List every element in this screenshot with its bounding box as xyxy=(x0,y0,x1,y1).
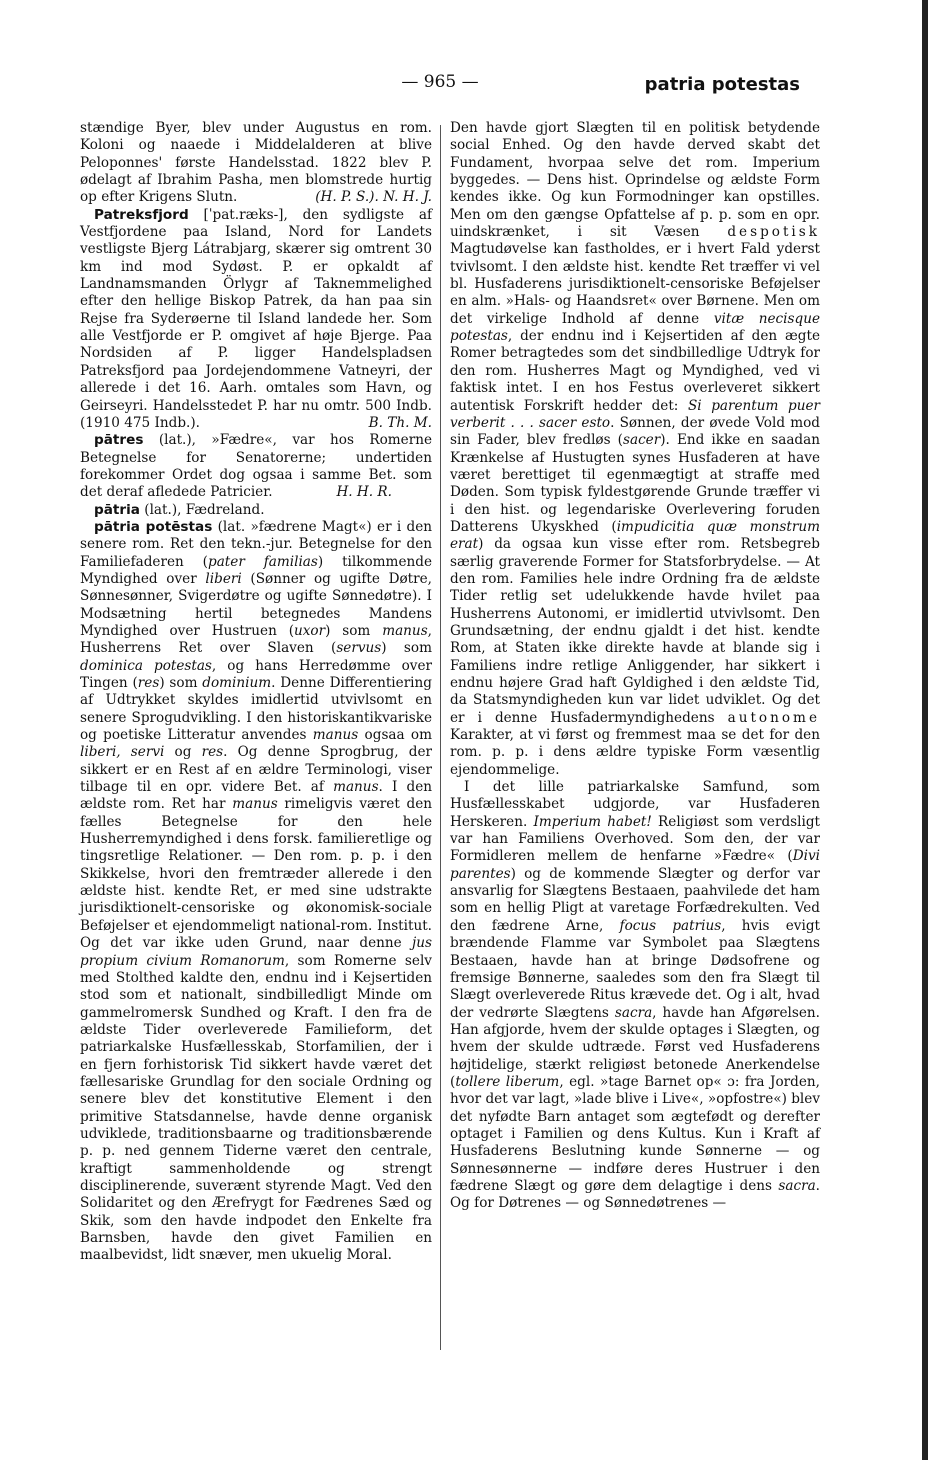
latin-term: jus propium civium Romanorum xyxy=(80,935,432,969)
paragraph-text: ). End ikke en saadan Krænkelse af Hustugten synes Husfaderen at have været berettiget til egenmægtigt at straffe med Døden. Som typisk fyldestgørende Grunde træffer vi i den hist. og legendariske Overlevering foruden Datterens Ukyskhed ( xyxy=(450,432,820,535)
entry-patria xyxy=(80,502,432,519)
latin-term: uxor xyxy=(294,622,326,639)
entry-text: . Og denne Sprogbrug, der sikkert er en Rest af en ældre Terminologi, viser tilbage til en opr. videre Bet. af xyxy=(80,744,433,796)
entry-text: rimeligvis været den fælles Betegnelse for den hele Husherremyndighed i dens forsk. familieretlige og tingsretlige Relationer. — Den rom. p. p. i den Skikkelse, hvori den fremtræder allerede i den ældste hist. kendte Ret, er med sine udstrakte jurisdiktionelt-censoriske og økonomisk-sociale Beføjelser et ejendommeligt national-rom. Institut. Og det var ikke uden Grund, naar denne xyxy=(80,796,433,952)
paragraph-text: , havde han Afgørelsen. Han afgjorde, hvem der skulde optages i Slægten, og hvem der skulde udtræde. Først ved Husfaderens højtidelige, stærkt religiøst betonede Anerkendelse ( xyxy=(450,1004,821,1090)
latin-term: Imperium habet! xyxy=(533,813,652,830)
column-divider xyxy=(440,125,441,1350)
scan-edge xyxy=(922,0,928,1460)
entry-text: og xyxy=(164,744,202,761)
paragraph-continuation xyxy=(450,120,820,779)
entry-text: (Sønner og ugifte Døtre, Sønnesønner, Svigerdøtre og ugifte Sønnedøtre). I Modsætning hertil betegnedes Mandens Myndighed over Hustruen ( xyxy=(80,570,433,639)
latin-term: dominium xyxy=(202,675,272,691)
entry-text: , og hans Herredømme over Tingen ( xyxy=(80,657,432,691)
paragraph-text: . Og for Døtrenes — og Sønnedøtrenes — xyxy=(450,1177,820,1212)
entry-text: (lat.), »Fædre«, var hos Romerne Betegnelse for Senatorerne; undertiden forekommer Ordet dog ogsaa i samme Bet. som det deraf afledede Patricier. xyxy=(80,432,432,501)
paragraph-text: Magtudøvelse kan fastholdes, er i hvert Fald yderst tvivlsomt. I den ældste hist. kendte Ret træffer vi vel bl. Husfaderens jurisdiktionelt-censoriske Beføjelser en alm. »Hals- og Haandsret« over Børnene. Men om det virkelige Indhold af denne xyxy=(450,241,820,327)
left-column xyxy=(80,120,432,1265)
paragraph-text: stændige Byer, blev under Augustus en rom. Koloni og naaede i Middelalderen at blive Peloponnes' første Handelsstad. 1822 blev P. ødelagt af Ibrahim Pasha, men blomstrede hurtig op efter Krigens Slutn. xyxy=(80,120,432,206)
entry-lemma: pātres xyxy=(94,432,144,449)
spaced-term: autonome xyxy=(727,709,820,726)
running-title: patria potestas xyxy=(644,74,800,95)
paragraph-samfund xyxy=(450,779,820,1213)
latin-term: impudicitia quæ monstrum erat xyxy=(450,518,820,553)
paragraph-text: I det lille patriarkalske Samfund, som Husfællesskabet udgjorde, var Husfaderen Herskeren. xyxy=(450,779,820,830)
latin-term: sacra xyxy=(778,1177,816,1194)
paragraph-text: , der endnu ind i Kejsertiden af den ægte Romer betragtedes som det sindbilledlige Udtryk for den rom. Husherres Magt og Myndighed, ved vi faktisk intet. I en hos Festus overleveret sikkert autentisk Forskrift hedder det: xyxy=(450,328,820,414)
entry-text: ogsaa om xyxy=(358,727,432,744)
latin-term: sacer xyxy=(622,432,661,449)
paragraph-text: Religiøst som verdsligt var han Familiens Overhoved. Som den, der var Formidleren mellem de henfarne »Fædre« ( xyxy=(450,813,820,865)
latin-term: manus xyxy=(232,796,278,813)
page-number: — 965 — xyxy=(401,72,479,92)
latin-term: manus xyxy=(382,622,428,639)
continued-paragraph xyxy=(80,120,432,207)
latin-quote: Si parentum puer verberit . . . sacer esto xyxy=(450,397,820,431)
paragraph-text: Karakter, at vi først og fremmest maa se det for den rom. p. p. i dens ældre typiske Form væsentlig ejendommelige. xyxy=(450,727,820,778)
latin-term: servus xyxy=(336,640,382,657)
latin-term: manus xyxy=(312,727,359,744)
latin-term: liberi xyxy=(205,570,242,587)
paragraph-text: ) og de kommende Slægter og derfor var ansvarlig for Slægtens Bestaaen, paahvilede det ham som en hellig Pligt at varetage Forfædrekulten. Ved den fædrene Arne, xyxy=(450,865,820,934)
latin-term: dominica potestas xyxy=(80,657,212,674)
entry-text: (lat. »fædrene Magt«) er i den senere rom. Ret den tekn.-jur. Betegnelse for den Familiefaderen ( xyxy=(80,518,433,570)
entry-text: . I den ældste rom. Ret har xyxy=(80,779,432,813)
right-column xyxy=(450,120,820,1213)
author-signature: B. Th. M. xyxy=(368,414,432,431)
entry-text: , Husherrens Ret over Slaven ( xyxy=(80,622,432,657)
entry-patreksfjord xyxy=(80,207,432,432)
spaced-term: despotisk xyxy=(727,224,820,241)
entry-lemma: pātria potēstas xyxy=(94,518,213,535)
entry-text: ) som xyxy=(381,640,432,657)
latin-term: res xyxy=(201,744,224,761)
entry-text: , som Romerne selv med Stolthed kaldte den, endnu ind i Kejsertiden stod som et nationalt, sindbilledligt Minde om gammelromersk Sundhed og Kraft. I den fra de ældste Tider overleverede Familieform, det patriarkalske Husfællesskab, Storfamilien, der i en fjern forhistorisk Tid sikkert havde været det fællesariske Grundlag for den sociale Ordning og senere blev det konstitutive Element i den primitive Statsdannelse, havde denne organisk udviklede, traditionsbaarne og traditionsbærende p. p. ned gennem Tiderne været den centrale, kraftigt sammenholdende og strengt disciplinerende, suverænt styrende Magt. Ved den Solidaritet og den Ærefrygt for Fædrenes Sæd og Skik, som den havde indpodet den Enkelte fra Barnsben, havde den givet Familien en maalbevidst, lidt snæver, men ukuelig Moral. xyxy=(80,952,432,1264)
latin-term: vitæ necisque potestas xyxy=(450,310,820,345)
latin-term: pater familias xyxy=(208,553,318,570)
entry-text: (lat.), Fædreland. xyxy=(144,501,265,518)
entry-lemma: Patreksfjord xyxy=(94,206,189,223)
entry-text: ) som xyxy=(325,622,383,639)
paragraph-text: Den havde gjort Slægten til en politisk betydende social Enhed. Og den havde derved skabt det Fundament, hvorpaa selve det rom. Imperium byggedes. — Dens hist. Oprindelse og ældste Form kendes ikke. Og kun Formodninger kan opstilles. Men om den gængse Opfattelse af p. p. som en opr. uindskrænket, i sit Væsen xyxy=(450,120,820,241)
latin-term: focus patrius xyxy=(619,917,722,934)
entry-text: [ˈpat.ræks-], den sydligste af Vestfjordene paa Island, Nord for Landets vestligste Bjerg Látrabjarg, skærer sig omtrent 30 km ind mod Sydøst. P. er opkaldt af Landnamsmanden Örlygr af Taknemmelighed efter den hellige Biskop Patrek, da han paa sin Rejse fra Syderøerne til Island landede her. Som alle Vestfjorde er P. omgivet af høje Bjerge. Paa Nordsiden af P. ligger Handelspladsen Patreksfjord paa Jordejendommene Vatneyri, der allerede i det 16. Aarh. omtales som Havn, og Geirseyri. Handelsstedet P. har nu omtr. 500 Indb. (1910 475 Indb.). xyxy=(80,206,432,431)
latin-term: liberi, servi xyxy=(80,744,165,761)
entry-patria-potestas xyxy=(80,519,432,1265)
author-signature: H. H. R. xyxy=(336,484,392,501)
latin-term: tollere liberum xyxy=(455,1073,560,1090)
author-signature: (H. P. S.). N. H. J. xyxy=(315,189,432,206)
paragraph-text: , hvis evigt brændende Flamme var Symbolet paa Slægtens Bestaaen, havde han at bringe Dødsofrene og fremsige Bønnerne, saaledes som den fra Slægt til Slægt overleverede Ritus krævede det. Og i alt, hvad der vedrørte Slægtens xyxy=(450,917,820,1021)
entry-text: . Denne Differentiering af Udtrykket skyldes imidlertid utvivlsomt en senere Sprogudvikling. I den historiskantikvariske og poetiske Litteratur anvendes xyxy=(80,675,432,744)
latin-term: Divi parentes xyxy=(450,848,820,882)
entry-patres xyxy=(80,432,432,501)
latin-term: sacra xyxy=(614,1004,653,1021)
entry-text: ) som xyxy=(159,675,203,691)
entry-lemma: pātria xyxy=(94,501,140,518)
latin-term: res xyxy=(137,675,160,691)
latin-term: manus xyxy=(333,779,379,796)
paragraph-text: . Sønnen, der øvede Vold mod sin Fader, blev fredløs ( xyxy=(450,414,820,449)
entry-text: ) tilkommende Myndighed over xyxy=(80,553,432,587)
paragraph-text: ) da ogsaa kun visse efter rom. Retsbegreb særlig graverende Former for Statsforbrydelse. — At den rom. Families hele indre Ordning fra de ældste Tider retlig set udelukkende havde hvilet paa Husherrens Autonomi, er imidlertid utvivlsomt. Den Grundsætning, der endnu gjaldt i det hist. kendte Rom, at Staten ikke direkte havde at blande sig i Familiens indre retlige Anliggender, har sikkert i endnu højere Grad haft Gyldighed i den ældste Tid, da Statsmyndigheden kun var lidet udviklet. Og det er i denne Husfadermyndighedens xyxy=(450,536,820,726)
paragraph-text: , egl. »tage Barnet op« ɔ: fra Jorden, hvor det var lagt, »lade blive i Live«, »opfostre«) blev det nyfødte Barn antaget som ægtefødt og derefter optaget i Familien og dens Kultus. Kun i Kraft af Husfaderens Beslutning kunde Sønnerne — og Sønnesønnerne — indføre deres Hustruer i den fædrene Slægt og gøre dem delagtige i dens xyxy=(450,1073,820,1194)
